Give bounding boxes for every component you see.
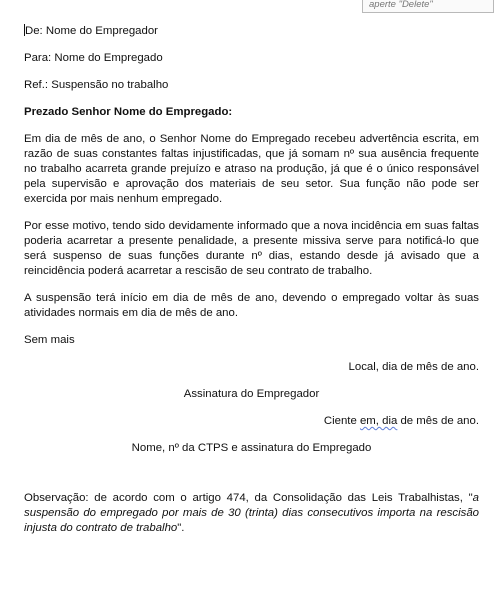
observation-suffix: ". xyxy=(177,522,185,534)
salutation: Prezado Senhor Nome do Empregado: xyxy=(24,106,233,118)
from-line xyxy=(24,24,479,39)
employer-signature-line: Assinatura do Empregador xyxy=(183,388,320,400)
paragraph-1: Em dia de mês de ano, o Senhor Nome do Empregado recebeu advertência escrita, em razão de suas constantes faltas injustificadas, que já somam nº sua ausência frequente no trabalho acarreta grande prejuízo e atraso na produção, já que é o único responsável pela supervisão e aprovação dos materiais de seu setor. Sua função não pode ser exercida por mais nenhum empregado. xyxy=(24,133,479,205)
to-line: Para: Nome do Empregado xyxy=(24,52,163,64)
letter-document[interactable] xyxy=(24,24,479,547)
ciente-line xyxy=(24,414,479,429)
ciente-suffix: de mês de ano. xyxy=(397,415,479,427)
observation-prefix: Observação: de acordo com o artigo 474, da Consolidação das Leis Trabalhistas, " xyxy=(24,492,473,504)
paragraph-3: A suspensão terá início em dia de mês de ano, devendo o empregado voltar às suas atividades normais em dia de mês de ano. xyxy=(24,292,479,319)
employee-signature-line: Nome, nº da CTPS e assinatura do Empregado xyxy=(131,442,372,454)
ciente-prefix: Ciente xyxy=(323,415,360,427)
instruction-note-text: aperte "Delete" xyxy=(369,0,433,10)
from-text: De: Nome do Empregador xyxy=(25,25,158,37)
place-date-line: Local, dia de mês de ano. xyxy=(348,361,479,373)
observation-note xyxy=(24,491,479,536)
instruction-note xyxy=(362,0,494,13)
spellcheck-underlined-text[interactable]: em, dia xyxy=(359,415,398,427)
closing-line: Sem mais xyxy=(24,334,75,346)
reference-line: Ref.: Suspensão no trabalho xyxy=(24,79,169,91)
observation-quote: a suspensão do empregado por mais de 30 (trinta) dias consecutivos importa na rescisão injusta do contrato de trabalho xyxy=(24,492,479,534)
paragraph-2: Por esse motivo, tendo sido devidamente informado que a nova incidência em suas faltas poderia acarretar a presente penalidade, a presente missiva serve para notificá-lo que será suspenso de suas funções durante nº dias, estando desde já avisado que a reincidência poderá acarretar a rescisão de seu contrato de trabalho. xyxy=(24,220,479,277)
